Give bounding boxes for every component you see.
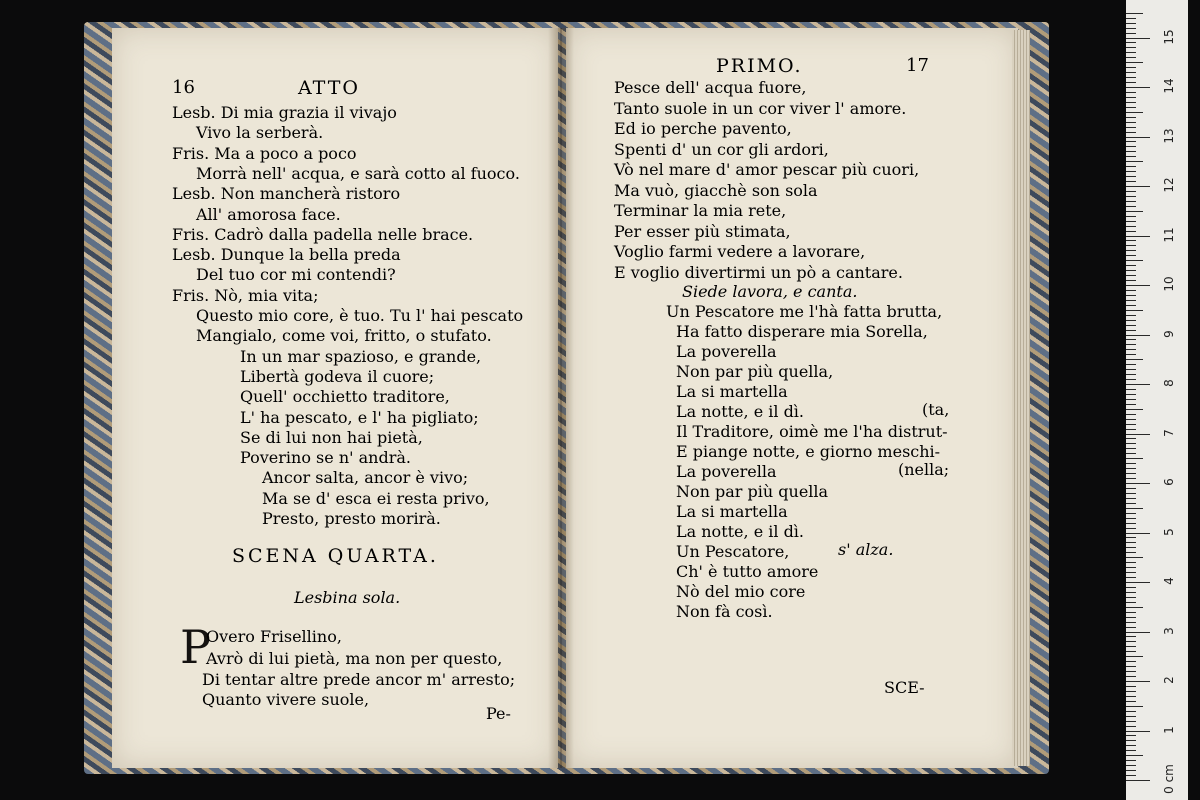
ruler-tick bbox=[1126, 236, 1150, 237]
ruler-tick bbox=[1126, 112, 1143, 113]
song-line: La si martella bbox=[676, 502, 788, 521]
ruler-tick bbox=[1126, 735, 1136, 736]
ruler-tick bbox=[1126, 542, 1136, 543]
ruler-tick bbox=[1126, 211, 1143, 212]
ruler-tick bbox=[1126, 537, 1136, 538]
song-line: Non par più quella bbox=[676, 482, 829, 501]
verse-line: Se di lui non hai pietà, bbox=[240, 427, 423, 447]
ruler-tick bbox=[1126, 587, 1136, 588]
ruler-tick bbox=[1126, 151, 1136, 152]
verse-line: Del tuo cor mi contendi? bbox=[196, 265, 396, 285]
ruler-tick bbox=[1126, 389, 1136, 390]
ruler-tick bbox=[1126, 523, 1136, 524]
ruler-tick bbox=[1126, 344, 1136, 345]
catchword-right: SCE- bbox=[884, 678, 925, 697]
ruler-tick bbox=[1126, 305, 1136, 306]
ruler-tick bbox=[1126, 409, 1143, 410]
turnover-ta: (ta, bbox=[922, 400, 950, 419]
ruler-number: 12 bbox=[1162, 177, 1176, 193]
ruler-tick bbox=[1126, 681, 1150, 682]
ruler-number: 14 bbox=[1162, 78, 1176, 94]
ruler-tick bbox=[1126, 622, 1136, 623]
ruler-number: 1 bbox=[1162, 725, 1176, 734]
ruler-tick bbox=[1126, 171, 1136, 172]
ruler-tick bbox=[1126, 226, 1136, 227]
verse-line: Quell' occhietto traditore, bbox=[240, 387, 450, 407]
ruler-tick bbox=[1126, 597, 1136, 598]
ruler-tick bbox=[1126, 627, 1136, 628]
ruler-tick bbox=[1126, 528, 1136, 529]
ruler-tick bbox=[1126, 221, 1136, 222]
ruler-tick bbox=[1126, 250, 1136, 251]
ruler-tick bbox=[1126, 240, 1136, 241]
ruler-tick bbox=[1126, 438, 1136, 439]
ruler-tick bbox=[1126, 666, 1136, 667]
ruler-tick bbox=[1126, 473, 1136, 474]
ruler-tick bbox=[1126, 443, 1136, 444]
ruler-tick bbox=[1126, 651, 1136, 652]
ruler-tick bbox=[1126, 181, 1136, 182]
song-line: Nò del mio core bbox=[676, 582, 806, 601]
ruler-tick bbox=[1126, 429, 1136, 430]
verse-line: Di tentar altre prede ancor m' arresto; bbox=[202, 670, 516, 689]
ruler-tick bbox=[1126, 656, 1143, 657]
ruler-tick bbox=[1126, 399, 1136, 400]
ruler-tick bbox=[1126, 320, 1136, 321]
verse-line: Libertà godeva il cuore; bbox=[240, 366, 435, 386]
verse-line: Fris. Cadrò dalla padella nelle brace. bbox=[172, 224, 474, 244]
ruler-tick bbox=[1126, 394, 1136, 395]
ruler-tick bbox=[1126, 285, 1150, 286]
verse-line: In un mar spazioso, e grande, bbox=[240, 346, 482, 366]
ruler-tick bbox=[1126, 458, 1143, 459]
stage-direction-2: s' alza. bbox=[838, 540, 894, 559]
ruler-tick bbox=[1126, 117, 1136, 118]
verse-line: Mangialo, come voi, fritto, o stufato. bbox=[196, 326, 492, 346]
scene-title: SCENA QUARTA. bbox=[232, 545, 439, 567]
ruler-tick bbox=[1126, 245, 1136, 246]
ruler-tick bbox=[1126, 176, 1136, 177]
page-edges bbox=[1012, 30, 1030, 766]
verse-line: Ancor salta, ancor è vivo; bbox=[262, 468, 469, 488]
song-line: Un Pescatore, bbox=[676, 542, 790, 561]
ruler-tick bbox=[1126, 434, 1150, 435]
song-line: La notte, e il dì. bbox=[676, 522, 805, 541]
ruler-tick bbox=[1126, 696, 1136, 697]
ruler-tick bbox=[1126, 607, 1143, 608]
verse-line: Ed io perche pavento, bbox=[614, 119, 792, 138]
song-line: Ch' è tutto amore bbox=[676, 562, 819, 581]
ruler-tick bbox=[1126, 325, 1136, 326]
ruler-tick bbox=[1126, 384, 1150, 385]
ruler-tick bbox=[1126, 161, 1143, 162]
ruler-tick bbox=[1126, 57, 1136, 58]
verse-line: Poverino se n' andrà. bbox=[240, 448, 411, 468]
verse-line: Terminar la mia rete, bbox=[614, 201, 787, 220]
ruler-tick bbox=[1126, 716, 1136, 717]
ruler-tick bbox=[1126, 498, 1136, 499]
running-head-left: ATTO bbox=[298, 77, 360, 99]
verse-line: L' ha pescato, e l' ha pigliato; bbox=[240, 407, 479, 427]
ruler-tick bbox=[1126, 557, 1143, 558]
ruler-tick bbox=[1126, 255, 1136, 256]
ruler-tick bbox=[1126, 196, 1136, 197]
scene-character: Lesbina sola. bbox=[294, 588, 401, 607]
ruler-tick bbox=[1126, 28, 1136, 29]
ruler-tick bbox=[1126, 691, 1136, 692]
ruler-tick bbox=[1126, 701, 1136, 702]
song-line: Non fà così. bbox=[676, 602, 773, 621]
ruler-number: 8 bbox=[1162, 379, 1176, 387]
verse-line: Tanto suole in un cor viver l' amore. bbox=[614, 98, 907, 118]
ruler-tick bbox=[1126, 404, 1136, 405]
ruler-number: 13 bbox=[1162, 127, 1176, 144]
ruler-tick bbox=[1126, 82, 1136, 83]
ruler-tick bbox=[1126, 67, 1136, 68]
verse-line: Overo Frisellino, bbox=[206, 627, 342, 646]
verse-line: Pesce dell' acqua fuore, bbox=[614, 78, 807, 97]
ruler-tick bbox=[1126, 122, 1136, 123]
ruler-number: 15 bbox=[1162, 28, 1176, 45]
ruler-tick bbox=[1126, 364, 1136, 365]
ruler-tick bbox=[1126, 290, 1136, 291]
ruler-tick bbox=[1126, 379, 1136, 380]
ruler-tick bbox=[1126, 33, 1136, 34]
ruler-tick bbox=[1126, 636, 1136, 637]
turnover-nella: (nella; bbox=[898, 460, 950, 479]
verse-line: Vò nel mare d' amor pescar più cuori, bbox=[614, 160, 920, 179]
verse-line: Spenti d' un cor gli ardori, bbox=[614, 139, 829, 159]
ruler-tick bbox=[1126, 132, 1136, 133]
song-line: Un Pescatore me l'hà fatta brutta, bbox=[666, 302, 943, 321]
verse-line: Vivo la serberà. bbox=[196, 123, 324, 143]
ruler-tick bbox=[1126, 641, 1136, 642]
ruler-tick bbox=[1126, 77, 1136, 78]
ruler-tick bbox=[1126, 731, 1150, 732]
ruler-tick bbox=[1126, 533, 1150, 534]
ruler-tick bbox=[1126, 349, 1136, 350]
verse-line: Per esser più stimata, bbox=[614, 221, 791, 241]
ruler-tick bbox=[1126, 750, 1136, 751]
song-line: Non par più quella, bbox=[676, 362, 834, 381]
ruler-tick bbox=[1126, 42, 1136, 43]
ruler-number: 2 bbox=[1162, 676, 1176, 684]
ruler-tick bbox=[1126, 146, 1136, 147]
ruler-tick bbox=[1126, 335, 1150, 336]
ruler-tick bbox=[1126, 760, 1136, 761]
ruler-tick bbox=[1126, 478, 1136, 479]
verse-line: Presto, presto morirà. bbox=[262, 509, 441, 528]
ruler-tick bbox=[1126, 265, 1136, 266]
ruler-tick bbox=[1126, 577, 1136, 578]
ruler-tick bbox=[1126, 567, 1136, 568]
ruler-tick bbox=[1126, 780, 1150, 781]
ruler-tick bbox=[1126, 552, 1136, 553]
ruler-number: 9 bbox=[1162, 329, 1176, 338]
ruler-tick bbox=[1126, 47, 1136, 48]
ruler-tick bbox=[1126, 300, 1136, 301]
song-line: La si martella bbox=[676, 382, 788, 401]
ruler-tick bbox=[1126, 448, 1136, 449]
running-head-right: PRIMO. bbox=[716, 55, 803, 77]
ruler-tick bbox=[1126, 107, 1136, 108]
ruler-tick bbox=[1126, 468, 1136, 469]
ruler-tick bbox=[1126, 330, 1136, 331]
verse-line: All' amorosa face. bbox=[196, 204, 341, 224]
ruler-tick bbox=[1126, 166, 1136, 167]
ruler-number: 5 bbox=[1162, 527, 1176, 536]
ruler-tick bbox=[1126, 646, 1136, 647]
ruler-number: 10 bbox=[1162, 276, 1176, 292]
ruler-tick bbox=[1126, 770, 1136, 771]
ruler-tick bbox=[1126, 483, 1150, 484]
ruler-tick bbox=[1126, 755, 1143, 756]
ruler-tick bbox=[1126, 102, 1136, 103]
ruler-number: 11 bbox=[1162, 226, 1176, 243]
song-line: La notte, e il dì. bbox=[676, 402, 805, 421]
ruler-tick bbox=[1126, 661, 1136, 662]
ruler-tick bbox=[1126, 270, 1136, 271]
ruler-tick bbox=[1126, 508, 1143, 509]
verse-line: Ma se d' esca ei resta privo, bbox=[262, 488, 490, 508]
page-number-left: 16 bbox=[172, 77, 195, 98]
ruler-tick bbox=[1126, 740, 1136, 741]
verse-line: Avrò di lui pietà, ma non per questo, bbox=[206, 649, 503, 668]
stage-direction: Siede lavora, e canta. bbox=[682, 282, 858, 301]
ruler-tick bbox=[1126, 775, 1136, 776]
ruler-tick bbox=[1126, 52, 1136, 53]
ruler-tick bbox=[1126, 676, 1136, 677]
ruler-tick bbox=[1126, 280, 1136, 281]
ruler-tick bbox=[1126, 310, 1143, 311]
ruler-tick bbox=[1126, 275, 1136, 276]
ruler-tick bbox=[1126, 488, 1136, 489]
ruler-tick bbox=[1126, 38, 1150, 39]
ruler-number: 4 bbox=[1162, 577, 1176, 585]
ruler-tick bbox=[1126, 765, 1136, 766]
ruler-tick bbox=[1126, 260, 1143, 261]
song-line: E piange notte, e giorno meschi- bbox=[676, 442, 941, 461]
ruler-number: 0 cm bbox=[1162, 764, 1176, 794]
book-gutter bbox=[548, 28, 574, 768]
ruler-tick bbox=[1126, 87, 1150, 88]
verse-line: E voglio divertirmi un pò a cantare. bbox=[614, 262, 903, 282]
ruler-tick bbox=[1126, 97, 1136, 98]
ruler-tick bbox=[1126, 592, 1136, 593]
ruler-tick bbox=[1126, 137, 1150, 138]
song-line: Il Traditore, oimè me l'ha distrut- bbox=[676, 422, 948, 441]
page-number-right: 17 bbox=[906, 55, 929, 76]
verse-line: Fris. Ma a poco a poco bbox=[172, 143, 357, 163]
ruler-tick bbox=[1126, 463, 1136, 464]
ruler-tick bbox=[1126, 141, 1136, 142]
ruler-tick bbox=[1126, 572, 1136, 573]
ruler-tick bbox=[1126, 339, 1136, 340]
ruler-tick bbox=[1126, 374, 1136, 375]
ruler-tick bbox=[1126, 582, 1150, 583]
ruler-tick bbox=[1126, 562, 1136, 563]
ruler-tick bbox=[1126, 359, 1143, 360]
ruler-tick bbox=[1126, 206, 1136, 207]
ruler-number: 7 bbox=[1162, 428, 1176, 437]
ruler-tick bbox=[1126, 156, 1136, 157]
ruler-tick bbox=[1126, 671, 1136, 672]
ruler-tick bbox=[1126, 721, 1136, 722]
ruler-tick bbox=[1126, 369, 1136, 370]
ruler-tick bbox=[1126, 711, 1136, 712]
measurement-ruler bbox=[1126, 0, 1188, 800]
ruler-tick bbox=[1126, 201, 1136, 202]
ruler-tick bbox=[1126, 617, 1136, 618]
verse-line: Morrà nell' acqua, e sarà cotto al fuoco. bbox=[196, 163, 520, 183]
ruler-tick bbox=[1126, 686, 1136, 687]
ruler-tick bbox=[1126, 18, 1136, 19]
ruler-number: 6 bbox=[1162, 478, 1176, 486]
ruler-number: 3 bbox=[1162, 626, 1176, 635]
ruler-tick bbox=[1126, 419, 1136, 420]
ruler-tick bbox=[1126, 354, 1136, 355]
ruler-tick bbox=[1126, 127, 1136, 128]
ruler-tick bbox=[1126, 186, 1150, 187]
ruler-tick bbox=[1126, 518, 1136, 519]
ruler-tick bbox=[1126, 612, 1136, 613]
verse-line: Lesb. Dunque la bella preda bbox=[172, 245, 401, 265]
ruler-tick bbox=[1126, 726, 1136, 727]
ruler-tick bbox=[1126, 23, 1136, 24]
verse-line: Questo mio core, è tuo. Tu l' hai pescato bbox=[196, 306, 524, 325]
verse-line: Voglio farmi vedere a lavorare, bbox=[614, 242, 866, 261]
catchword-left: Pe- bbox=[486, 704, 511, 723]
ruler-tick bbox=[1126, 231, 1136, 232]
ruler-tick bbox=[1126, 295, 1136, 296]
ruler-tick bbox=[1126, 13, 1143, 14]
ruler-tick bbox=[1126, 602, 1136, 603]
song-line: Ha fatto disperare mia Sorella, bbox=[676, 322, 928, 341]
ruler-tick bbox=[1126, 513, 1136, 514]
song-line: La poverella bbox=[676, 342, 777, 361]
verse-line: Lesb. Non mancherà ristoro bbox=[172, 184, 401, 204]
verse-line: Quanto vivere suole, bbox=[202, 690, 370, 709]
ruler-tick bbox=[1126, 62, 1143, 63]
verse-line: Ma vuò, giacchè son sola bbox=[614, 180, 818, 200]
verse-line: Lesb. Di mia grazia il vivajo bbox=[172, 103, 397, 122]
ruler-tick bbox=[1126, 414, 1136, 415]
ruler-tick bbox=[1126, 424, 1136, 425]
verse-line: Fris. Nò, mia vita; bbox=[172, 285, 319, 305]
ruler-tick bbox=[1126, 191, 1136, 192]
ruler-tick bbox=[1126, 493, 1136, 494]
ruler-tick bbox=[1126, 92, 1136, 93]
ruler-tick bbox=[1126, 216, 1136, 217]
ruler-tick bbox=[1126, 503, 1136, 504]
ruler-tick bbox=[1126, 72, 1136, 73]
ruler-tick bbox=[1126, 315, 1136, 316]
drop-cap: P bbox=[180, 620, 211, 674]
ruler-tick bbox=[1126, 745, 1136, 746]
ruler-tick bbox=[1126, 706, 1143, 707]
ruler-tick bbox=[1126, 632, 1150, 633]
ruler-tick bbox=[1126, 453, 1136, 454]
song-line: La poverella bbox=[676, 462, 777, 481]
ruler-tick bbox=[1126, 547, 1136, 548]
